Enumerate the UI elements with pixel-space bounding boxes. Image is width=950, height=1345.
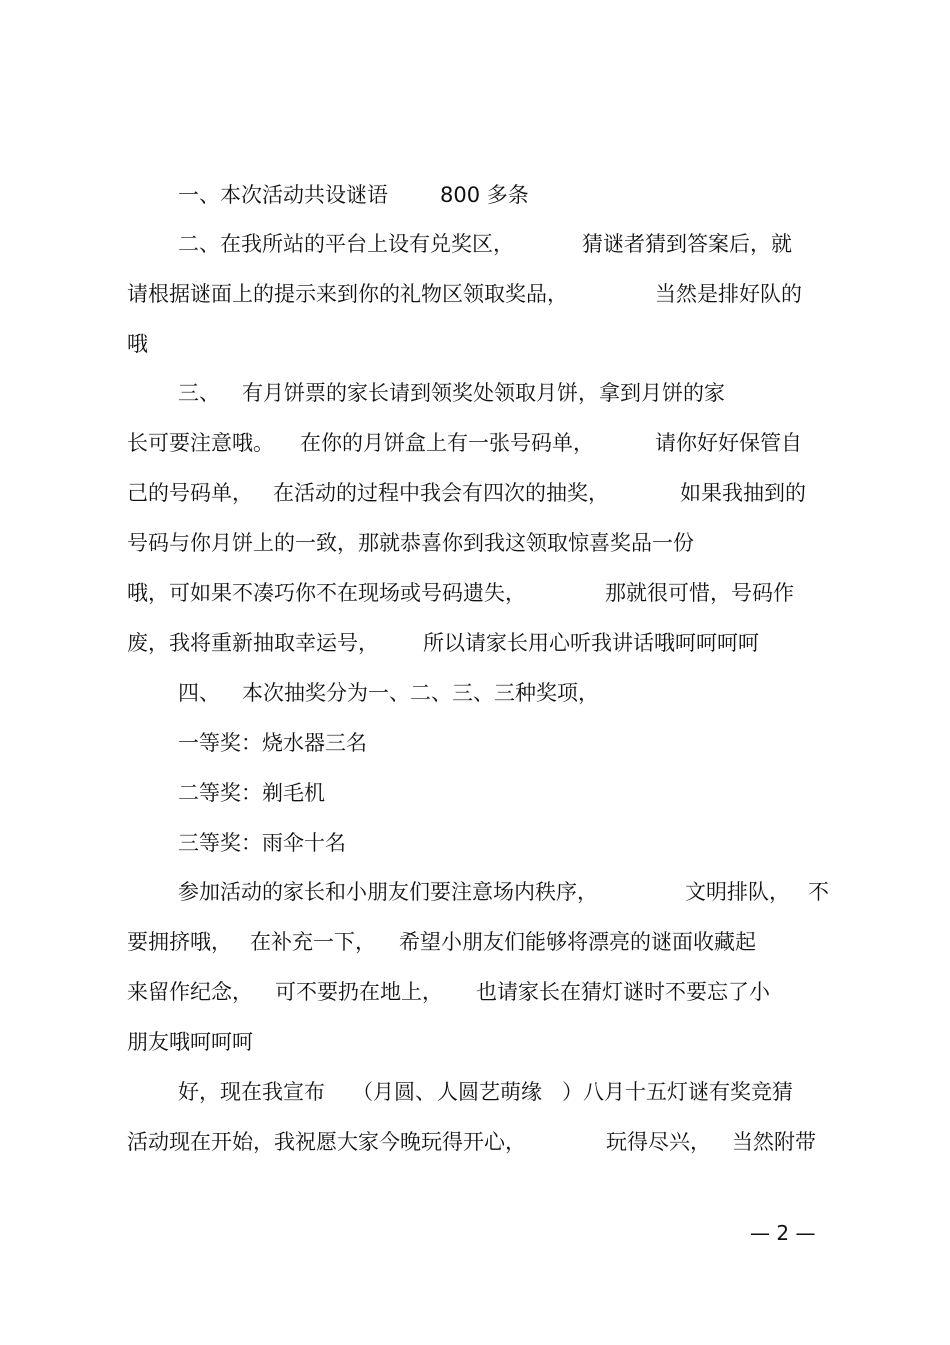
text-segment: 不 — [808, 880, 829, 904]
text-segment: 所以请家长用心听我讲话哦呵呵呵呵 — [423, 631, 759, 655]
text-segment: 四、 — [178, 681, 220, 705]
text-segment: 长可要注意哦。 — [127, 431, 274, 455]
text-segment: ）八月十五灯谜有奖竞猜 — [562, 1080, 793, 1104]
text-segment: 来留作纪念， — [127, 980, 253, 1004]
text-segment: 在补充一下， — [250, 930, 376, 954]
text-segment: 朋友哦呵呵呵 — [127, 1030, 253, 1054]
text-segment: 哦，可如果不凑巧你不在现场或号码遗失， — [127, 581, 526, 605]
text-line — [0, 974, 950, 1010]
text-line — [0, 725, 950, 761]
text-line — [0, 1124, 950, 1160]
text-segment: 如果我抽到的 — [680, 481, 806, 505]
text-segment: 废，我将重新抽取幸运号， — [127, 631, 379, 655]
text-segment: 己的号码单， — [127, 481, 253, 505]
text-segment: 当然是排好队的 — [655, 282, 802, 306]
text-line — [0, 675, 950, 711]
text-segment: 也请家长在猜灯谜时不要忘了小 — [476, 980, 770, 1004]
text-segment: 希望小朋友们能够将漂亮的谜面收藏起 — [399, 930, 756, 954]
text-segment: 那就很可惜，号码作 — [605, 581, 794, 605]
text-segment: 请根据谜面上的提示来到你的礼物区领取奖品， — [127, 282, 568, 306]
text-segment: （月圆、 — [352, 1080, 436, 1104]
text-segment: 本次抽奖分为一、二、三、三种奖项， — [242, 681, 599, 705]
text-line — [0, 475, 950, 511]
text-segment: 哦 — [127, 332, 148, 356]
text-line — [0, 874, 950, 910]
text-segment: 玩得尽兴， — [606, 1130, 711, 1154]
text-line — [0, 575, 950, 611]
text-segment: 可不要扔在地上， — [275, 980, 443, 1004]
text-segment: 当然附带 — [732, 1130, 816, 1154]
text-line — [0, 177, 950, 213]
text-segment: 三、 — [178, 381, 220, 405]
text-segment: 一、本次活动共设谜语 — [178, 183, 388, 207]
text-line — [0, 375, 950, 411]
text-segment: 800 多条 — [440, 183, 529, 207]
text-line — [0, 276, 950, 312]
text-segment: 一等奖：烧水器三名 — [178, 731, 367, 755]
text-line — [0, 825, 950, 861]
text-line — [0, 775, 950, 811]
text-segment: 请你好好保管自 — [655, 431, 802, 455]
text-line — [0, 525, 950, 561]
text-line — [0, 1024, 950, 1060]
text-segment: 要拥挤哦， — [127, 930, 232, 954]
text-line — [0, 326, 950, 362]
text-segment: 二等奖：剃毛机 — [178, 781, 325, 805]
text-segment: 二、在我所站的平台上设有兑奖区， — [178, 232, 514, 256]
text-segment: 活动现在开始，我祝愿大家今晚玩得开心， — [127, 1130, 526, 1154]
text-segment: 好，现在我宣布 — [178, 1080, 325, 1104]
text-line — [0, 226, 950, 262]
text-line — [0, 924, 950, 960]
text-line — [0, 1074, 950, 1110]
text-segment: 在你的月饼盒上有一张号码单， — [300, 431, 594, 455]
page-number: — 2 — — [750, 1221, 816, 1245]
text-line — [0, 425, 950, 461]
text-segment: 有月饼票的家长请到领奖处领取月饼，拿到月饼的家 — [242, 381, 725, 405]
text-line — [0, 625, 950, 661]
text-segment: 三等奖：雨伞十名 — [178, 831, 346, 855]
text-segment: 文明排队， — [685, 880, 790, 904]
text-segment: 在活动的过程中我会有四次的抽奖， — [273, 481, 609, 505]
text-segment: 人圆艺萌缘 — [437, 1080, 542, 1104]
text-segment: 猜谜者猜到答案后，就 — [582, 232, 792, 256]
text-segment: 号码与你月饼上的一致，那就恭喜你到我这领取惊喜奖品一份 — [127, 531, 694, 555]
text-segment: 参加活动的家长和小朋友们要注意场内秩序， — [178, 880, 598, 904]
